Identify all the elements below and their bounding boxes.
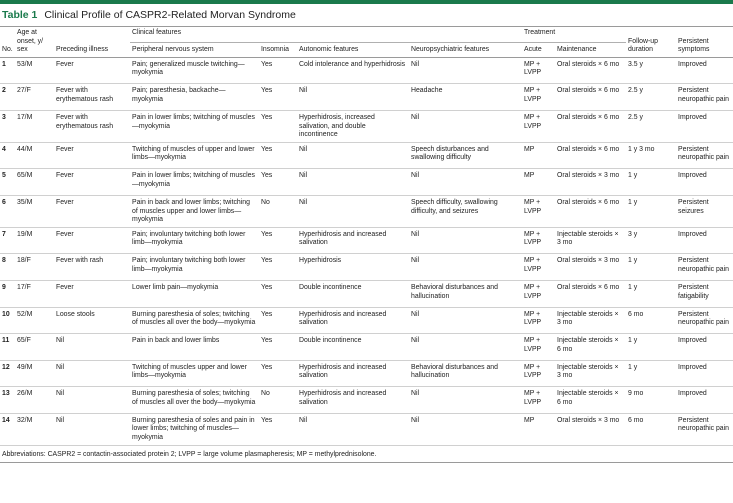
cell-age: 17/F: [15, 280, 54, 307]
header-followup: Follow-up duration: [626, 27, 676, 57]
cell-illness: Fever: [54, 195, 130, 227]
cell-acute: MP + LVPP: [522, 334, 555, 361]
table-row: [0, 307, 733, 334]
cell-autonomic: Nil: [297, 413, 409, 445]
cell-acute: MP + LVPP: [522, 84, 555, 111]
cell-insomnia: Yes: [259, 142, 297, 169]
cell-followup: 1 y: [626, 280, 676, 307]
cell-persistent: Improved: [676, 57, 733, 84]
cell-acute: MP + LVPP: [522, 280, 555, 307]
header-insomnia: Insomnia: [259, 42, 297, 57]
cell-neuro: Headache: [409, 84, 522, 111]
cell-no: 1: [0, 57, 15, 84]
cell-persistent: Persistent neuropathic pain: [676, 413, 733, 445]
cell-neuro: Nil: [409, 227, 522, 254]
cell-followup: 1 y: [626, 334, 676, 361]
cell-followup: 1 y: [626, 254, 676, 281]
cell-illness: Nil: [54, 334, 130, 361]
cell-pns: Twitching of muscles of upper and lower limbs—myokymia: [130, 142, 259, 169]
cell-age: 49/M: [15, 360, 54, 387]
cell-illness: Fever: [54, 227, 130, 254]
cell-followup: 2.5 y: [626, 84, 676, 111]
cell-maintenance: Injectable steroids × 3 mo: [555, 227, 626, 254]
cell-illness: Nil: [54, 360, 130, 387]
cell-followup: 1 y 3 mo: [626, 142, 676, 169]
table-row: [0, 110, 733, 142]
cell-no: 4: [0, 142, 15, 169]
cell-persistent: Improved: [676, 334, 733, 361]
cell-pns: Burning paresthesia of soles and pain in lower limbs; twitching of muscles—myokymia: [130, 413, 259, 445]
cell-insomnia: No: [259, 387, 297, 414]
table-row: [0, 227, 733, 254]
table-caption: [0, 4, 733, 26]
cell-no: 2: [0, 84, 15, 111]
cell-no: 11: [0, 334, 15, 361]
table-row: [0, 280, 733, 307]
cell-insomnia: No: [259, 195, 297, 227]
header-maintenance: Maintenance: [555, 42, 626, 57]
cell-insomnia: Yes: [259, 169, 297, 196]
header-preceding-illness: Preceding illness: [54, 27, 130, 57]
cell-neuro: Speech difficulty, swallowing difficulty, and seizures: [409, 195, 522, 227]
cell-age: 18/F: [15, 254, 54, 281]
cell-pns: Pain; generalized muscle twitching—myokymia: [130, 57, 259, 84]
cell-acute: MP: [522, 413, 555, 445]
cell-age: 17/M: [15, 110, 54, 142]
cell-insomnia: Yes: [259, 413, 297, 445]
cell-age: 32/M: [15, 413, 54, 445]
cell-neuro: Behavioral disturbances and hallucination: [409, 280, 522, 307]
cell-insomnia: Yes: [259, 254, 297, 281]
cell-pns: Pain in back and lower limbs: [130, 334, 259, 361]
cell-persistent: Improved: [676, 387, 733, 414]
cell-persistent: Persistent seizures: [676, 195, 733, 227]
cell-illness: Fever: [54, 280, 130, 307]
table-row: [0, 360, 733, 387]
cell-age: 19/M: [15, 227, 54, 254]
cell-autonomic: Hyperhidrosis, increased salivation, and double incontinence: [297, 110, 409, 142]
cell-followup: 1 y: [626, 195, 676, 227]
cell-illness: Fever with rash: [54, 254, 130, 281]
cell-maintenance: Oral steroids × 6 mo: [555, 57, 626, 84]
cell-neuro: Nil: [409, 169, 522, 196]
cell-persistent: Improved: [676, 227, 733, 254]
table-row: [0, 142, 733, 169]
cell-maintenance: Oral steroids × 6 mo: [555, 142, 626, 169]
cell-acute: MP + LVPP: [522, 254, 555, 281]
cell-acute: MP + LVPP: [522, 307, 555, 334]
cell-acute: MP + LVPP: [522, 387, 555, 414]
cell-neuro: Nil: [409, 387, 522, 414]
cell-autonomic: Cold intolerance and hyperhidrosis: [297, 57, 409, 84]
cell-maintenance: Injectable steroids × 3 mo: [555, 307, 626, 334]
cell-illness: Fever: [54, 57, 130, 84]
cell-maintenance: Oral steroids × 6 mo: [555, 280, 626, 307]
cell-followup: 6 mo: [626, 413, 676, 445]
cell-neuro: Nil: [409, 254, 522, 281]
cell-maintenance: Oral steroids × 6 mo: [555, 195, 626, 227]
header-acute: Acute: [522, 42, 555, 57]
cell-maintenance: Oral steroids × 6 mo: [555, 84, 626, 111]
cell-maintenance: Oral steroids × 6 mo: [555, 110, 626, 142]
cell-persistent: Persistent fatigability: [676, 280, 733, 307]
cell-autonomic: Hyperhidrosis and increased salivation: [297, 360, 409, 387]
cell-neuro: Nil: [409, 307, 522, 334]
cell-illness: Fever: [54, 169, 130, 196]
cell-illness: Fever with erythematous rash: [54, 110, 130, 142]
cell-pns: Burning paresthesia of soles; twitching of muscles all over the body—myokymia: [130, 307, 259, 334]
table-row: [0, 413, 733, 445]
cell-illness: Loose stools: [54, 307, 130, 334]
cell-no: 12: [0, 360, 15, 387]
table-row: [0, 195, 733, 227]
header-pns: Peripheral nervous system: [130, 42, 259, 57]
header-autonomic: Autonomic features: [297, 42, 409, 57]
cell-maintenance: Injectable steroids × 6 mo: [555, 334, 626, 361]
cell-persistent: Persistent neuropathic pain: [676, 84, 733, 111]
cell-illness: Nil: [54, 387, 130, 414]
cell-followup: 3 y: [626, 227, 676, 254]
cell-neuro: Speech disturbances and swallowing difficulty: [409, 142, 522, 169]
cell-insomnia: Yes: [259, 110, 297, 142]
cell-autonomic: Double incontinence: [297, 334, 409, 361]
cell-insomnia: Yes: [259, 334, 297, 361]
table-number: Table 1: [2, 9, 38, 21]
bottom-divider: [0, 462, 733, 463]
header-age: Age at onset, y/ sex: [15, 27, 54, 57]
cell-pns: Pain in lower limbs; twitching of muscles—myokymia: [130, 169, 259, 196]
cell-pns: Lower limb pain—myokymia: [130, 280, 259, 307]
header-group-treatment: Treatment: [522, 27, 626, 42]
header-group-clinical: Clinical features: [130, 27, 522, 42]
cell-persistent: Improved: [676, 169, 733, 196]
cell-autonomic: Nil: [297, 84, 409, 111]
cell-acute: MP + LVPP: [522, 360, 555, 387]
cell-maintenance: Injectable steroids × 6 mo: [555, 387, 626, 414]
cell-no: 14: [0, 413, 15, 445]
cell-pns: Pain in back and lower limbs; twitching of muscles upper and lower limbs—myokymia: [130, 195, 259, 227]
table-row: [0, 57, 733, 84]
cell-followup: 1 y: [626, 169, 676, 196]
cell-persistent: Improved: [676, 360, 733, 387]
cell-autonomic: Hyperhidrosis and increased salivation: [297, 387, 409, 414]
cell-neuro: Nil: [409, 110, 522, 142]
cell-acute: MP + LVPP: [522, 57, 555, 84]
table-row: [0, 84, 733, 111]
header-no: No.: [0, 27, 15, 57]
cell-no: 8: [0, 254, 15, 281]
cell-autonomic: Double incontinence: [297, 280, 409, 307]
cell-persistent: Improved: [676, 110, 733, 142]
cell-followup: 9 mo: [626, 387, 676, 414]
cell-followup: 3.5 y: [626, 57, 676, 84]
cell-age: 52/M: [15, 307, 54, 334]
cell-maintenance: Oral steroids × 3 mo: [555, 254, 626, 281]
cell-no: 13: [0, 387, 15, 414]
cell-age: 44/M: [15, 142, 54, 169]
cell-age: 26/M: [15, 387, 54, 414]
table-row: [0, 254, 733, 281]
cell-acute: MP + LVPP: [522, 227, 555, 254]
cell-no: 3: [0, 110, 15, 142]
cell-pns: Pain in lower limbs; twitching of muscles—myokymia: [130, 110, 259, 142]
cell-no: 6: [0, 195, 15, 227]
cell-insomnia: Yes: [259, 307, 297, 334]
cell-pns: Pain; involuntary twitching both lower limb—myokymia: [130, 254, 259, 281]
cell-age: 27/F: [15, 84, 54, 111]
cell-insomnia: Yes: [259, 84, 297, 111]
cell-age: 53/M: [15, 57, 54, 84]
cell-persistent: Persistent neuropathic pain: [676, 142, 733, 169]
cell-autonomic: Nil: [297, 195, 409, 227]
cell-insomnia: Yes: [259, 57, 297, 84]
cell-autonomic: Nil: [297, 142, 409, 169]
cell-pns: Pain; involuntary twitching both lower limb—myokymia: [130, 227, 259, 254]
cell-autonomic: Hyperhidrosis: [297, 254, 409, 281]
cell-pns: Pain; paresthesia, backache—myokymia: [130, 84, 259, 111]
table-body: [0, 57, 733, 445]
cell-neuro: Nil: [409, 413, 522, 445]
cell-maintenance: Oral steroids × 3 mo: [555, 413, 626, 445]
table-row: [0, 334, 733, 361]
cell-pns: Twitching of muscles upper and lower limbs—myokymia: [130, 360, 259, 387]
cell-neuro: Nil: [409, 57, 522, 84]
cell-acute: MP + LVPP: [522, 110, 555, 142]
cell-no: 10: [0, 307, 15, 334]
cell-no: 7: [0, 227, 15, 254]
table-footnote: Abbreviations: CASPR2 = contactin-associated protein 2; LVPP = large volume plasmapheresis; MP = methylprednisolone.: [2, 450, 377, 458]
cell-age: 65/M: [15, 169, 54, 196]
cell-illness: Nil: [54, 413, 130, 445]
clinical-profile-table: [0, 27, 733, 446]
cell-persistent: Persistent neuropathic pain: [676, 307, 733, 334]
cell-maintenance: Injectable steroids × 3 mo: [555, 360, 626, 387]
cell-age: 65/F: [15, 334, 54, 361]
cell-no: 5: [0, 169, 15, 196]
cell-autonomic: Nil: [297, 169, 409, 196]
cell-followup: 1 y: [626, 360, 676, 387]
cell-pns: Burning paresthesia of soles; twitching of muscles all over the body—myokymia: [130, 387, 259, 414]
cell-age: 35/M: [15, 195, 54, 227]
cell-insomnia: Yes: [259, 227, 297, 254]
table-row: [0, 169, 733, 196]
cell-maintenance: Oral steroids × 3 mo: [555, 169, 626, 196]
cell-neuro: Behavioral disturbances and hallucination: [409, 360, 522, 387]
header-neuropsychiatric: Neuropsychiatric features: [409, 42, 522, 57]
cell-followup: 6 mo: [626, 307, 676, 334]
cell-autonomic: Hyperhidrosis and increased salivation: [297, 307, 409, 334]
cell-insomnia: Yes: [259, 280, 297, 307]
cell-followup: 2.5 y: [626, 110, 676, 142]
table-title: Clinical Profile of CASPR2-Related Morvan Syndrome: [44, 9, 296, 21]
cell-acute: MP + LVPP: [522, 195, 555, 227]
cell-acute: MP: [522, 169, 555, 196]
cell-illness: Fever with erythematous rash: [54, 84, 130, 111]
header-persistent: Persistent symptoms: [676, 27, 733, 57]
cell-insomnia: Yes: [259, 360, 297, 387]
cell-autonomic: Hyperhidrosis and increased salivation: [297, 227, 409, 254]
cell-illness: Fever: [54, 142, 130, 169]
cell-acute: MP: [522, 142, 555, 169]
table-row: [0, 387, 733, 414]
cell-persistent: Persistent neuropathic pain: [676, 254, 733, 281]
cell-no: 9: [0, 280, 15, 307]
cell-neuro: Nil: [409, 334, 522, 361]
